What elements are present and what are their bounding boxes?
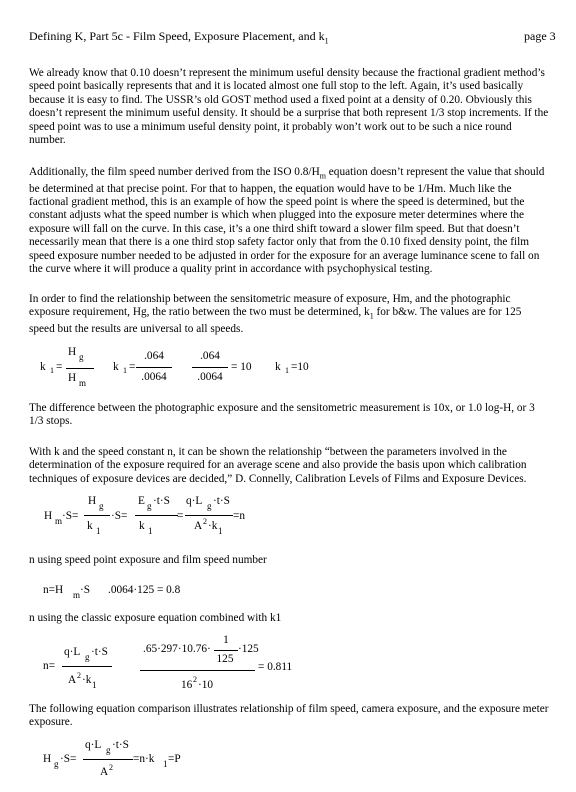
- eq-p: =P: [168, 753, 181, 765]
- eq-hg-g: g: [79, 352, 84, 362]
- eq-subscript: g: [99, 501, 104, 511]
- fraction-bar: [66, 368, 94, 369]
- eq-ts: ·t·S: [213, 495, 230, 507]
- eq-a: A: [68, 674, 77, 686]
- eq-result: =10: [291, 361, 309, 373]
- paragraph-text: for b&w. The values are for 125 speed but the results are universal to all speeds.: [29, 306, 522, 336]
- paragraph-iso-equation: [29, 166, 549, 277]
- eq-s: ·S: [80, 584, 91, 596]
- paragraph-text: In order to find the relationship between the sensitometric measure of exposure, Hm, and the photographic exposure requirement, Hg, the ratio between the two must be determined, k: [29, 293, 511, 319]
- eq-ts: ·t·S: [91, 646, 108, 658]
- eq-subscript: g: [147, 501, 152, 511]
- eq-k-symbol: k: [40, 361, 46, 373]
- fraction-bar: [62, 666, 112, 667]
- eq-subscript: 1: [218, 526, 223, 536]
- eq-numerator: .064: [200, 350, 220, 362]
- eq-superscript: 2: [193, 675, 197, 684]
- paragraph-relationship: [29, 293, 549, 336]
- eq-ql: q·L: [85, 739, 102, 751]
- eq-subscript: 1: [285, 366, 289, 375]
- paragraph-connelly: With k and the speed constant n, it can be shown the relationship “between the parameters involved in the determination of the exposure required for an average scene and also provide the basis upon which calibration techniques of exposure devices are decided,” D. Connelly, Calibration Levels of Films and Exposure Devices.: [29, 446, 527, 485]
- eq-subscript: 1: [148, 526, 153, 536]
- eq-ts: ·t·S: [153, 495, 170, 507]
- eq-125: 125: [216, 653, 234, 665]
- eq-superscript: 2: [203, 517, 207, 526]
- eq-numerator-expression: .65·297·10.76·: [143, 643, 211, 655]
- eq-result: = 10: [231, 361, 252, 373]
- eq-k: k: [139, 520, 145, 532]
- eq-k: k: [87, 520, 93, 532]
- eq-times-125: ·125: [238, 643, 259, 655]
- fraction-bar: [136, 367, 172, 368]
- eq-h: H: [43, 753, 52, 765]
- fraction-bar: [192, 367, 228, 368]
- eq-s: ·S=: [62, 510, 79, 522]
- eq-denominator: 16: [181, 679, 193, 691]
- eq-superscript: 2: [77, 671, 81, 680]
- subscript: m: [319, 171, 326, 181]
- fraction-bar: [185, 515, 233, 516]
- paragraph-text: equation doesn’t represent the value that should be determined at that precise point. For that to happen, the equation would have to be 1/Hm. Much like the factional gradient method, this is an example of how the speed point is where the speed is determined, but the constant adjusts what the speed number is which when plugged into the exposure meter determines where the exposure will fall on the curve. In this case, it’s a one third shift toward a slower film speed. But that doesn’t necessarily mean that there is a one third stop safety factor only that from the 0.10 fixed density point, the film speed exposure number needed to be adjusted in order for the exposure for an average luminance scene to fall on the curve where it will produce a quality print in accordance with psychophysical testing.: [29, 166, 545, 276]
- fraction-bar: [135, 515, 178, 516]
- eq-hg-h: H: [68, 346, 77, 358]
- eq-a: A: [100, 766, 109, 778]
- eq-denominator: .0064: [141, 371, 167, 383]
- page-number: page 3: [524, 29, 556, 43]
- eq-k: ·k: [82, 674, 92, 686]
- eq-a: A: [194, 520, 203, 532]
- eq-subscript: m: [55, 516, 63, 526]
- fraction-bar: [214, 650, 238, 651]
- eq-k: ·k: [208, 520, 218, 532]
- eq-equals: =: [177, 510, 184, 522]
- page-header-title: [29, 29, 329, 45]
- eq-denominator-rest: ·10: [198, 679, 214, 691]
- label-speed-point: n using speed point exposure and film speed number: [29, 554, 267, 566]
- eq-subscript: 1: [163, 759, 168, 769]
- eq-calculation: .0064·125 = 0.8: [108, 584, 181, 596]
- fraction-bar: [84, 515, 110, 516]
- eq-subscript: 1: [50, 366, 54, 375]
- header-title-text: Defining K, Part 5c - Film Speed, Exposure Placement, and k: [29, 29, 325, 43]
- eq-s: ·S=: [111, 510, 128, 522]
- eq-subscript: g: [54, 759, 59, 769]
- eq-superscript: 2: [109, 763, 113, 772]
- eq-ts: ·t·S: [112, 739, 129, 751]
- eq-one: 1: [223, 634, 229, 646]
- eq-k-symbol: k: [275, 361, 281, 373]
- eq-subscript: 1: [96, 526, 101, 536]
- paragraph-gost: We already know that 0.10 doesn’t represent the minimum useful density because the fractional gradient method’s speed point basically represents that and it is located almost one full stop to the left. Again, it’s used basically because it is easy to find. The USSR’s old GOST method used a fixed point at a density of 0.20. Obviously this doesn’t represent the minimum useful density. It should be a surprise that both represent 1/3 stop increments. If the speed point was to use a minimum useful density point, it probably won’t work out to be such a nice round number.: [29, 67, 549, 147]
- eq-equals: =: [56, 361, 63, 373]
- eq-h: H: [44, 510, 53, 522]
- fraction-bar: [83, 759, 133, 760]
- eq-subscript: 1: [92, 680, 97, 690]
- eq-numerator: .064: [144, 350, 164, 362]
- fraction-bar: [140, 670, 255, 671]
- eq-ql: q·L: [186, 495, 203, 507]
- subscript: 1: [369, 311, 374, 321]
- label-classic-equation: n using the classic exposure equation combined with k1: [29, 612, 282, 624]
- eq-n: =n: [233, 510, 246, 522]
- eq-ql: q·L: [64, 646, 81, 658]
- eq-equals: =: [129, 361, 136, 373]
- eq-result: = 0.811: [258, 661, 293, 673]
- eq-s: ·S=: [60, 753, 77, 765]
- eq-subscript: 1: [123, 366, 127, 375]
- eq-subscript: g: [85, 652, 90, 662]
- eq-subscript: m: [73, 590, 81, 600]
- paragraph-difference: The difference between the photographic exposure and the sensitometric measurement is 10x, or 1.0 log-H, or 3 1/3 stops.: [29, 402, 535, 428]
- eq-e: E: [138, 495, 145, 507]
- eq-subscript: g: [207, 501, 212, 511]
- eq-h: H: [88, 495, 97, 507]
- eq-denominator: .0064: [197, 371, 223, 383]
- header-title-subscript: 1: [324, 36, 329, 46]
- paragraph-text: Additionally, the film speed number derived from the ISO 0.8/H: [29, 166, 320, 178]
- eq-nk: =n·k: [133, 753, 155, 765]
- eq-lhs: n=H: [43, 584, 64, 596]
- paragraph-comparison: The following equation comparison illustrates relationship of film speed, camera exposure, and the exposure meter exposure.: [29, 703, 549, 729]
- eq-hm-m: m: [79, 378, 87, 388]
- eq-subscript: g: [106, 745, 111, 755]
- eq-k-symbol: k: [113, 361, 119, 373]
- eq-n: n=: [43, 660, 56, 672]
- eq-hm-h: H: [68, 372, 77, 384]
